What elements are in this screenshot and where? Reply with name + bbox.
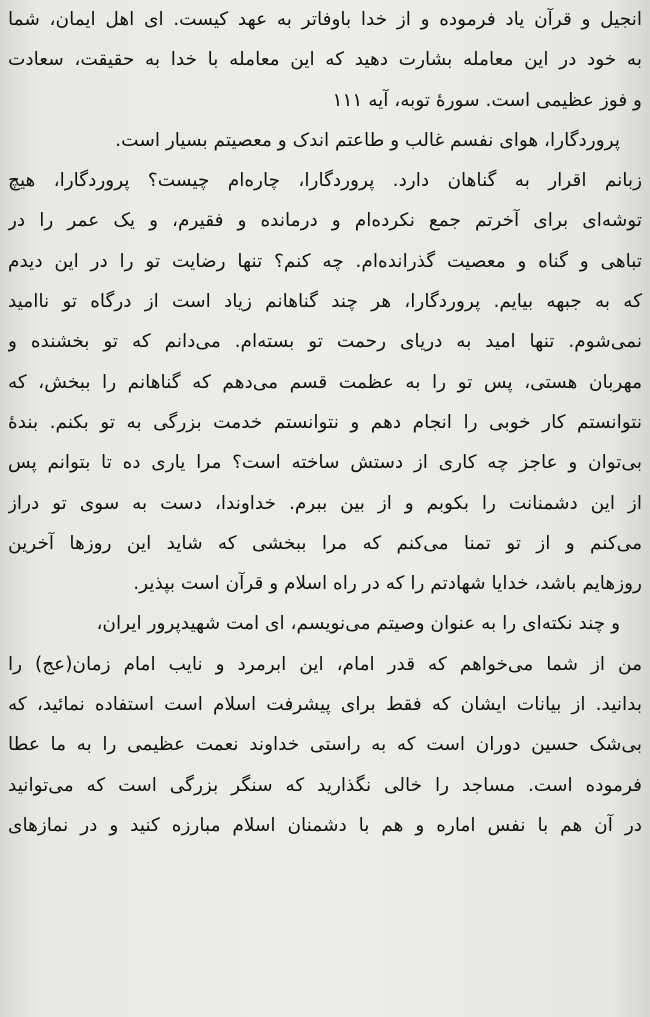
text-line: روزهایم باشد، خدایا شهادتم را که در راه اسلام و قرآن است بپذیر. bbox=[133, 573, 642, 595]
persian-text-block bbox=[8, 0, 642, 846]
text-line: زبانم اقرار به گناهان دارد. پروردگارا، چاره‌ام چیست؟ پروردگارا، هیچ bbox=[8, 170, 642, 192]
text-line: نمی‌شوم. تنها امید به دریای رحمت تو بسته‌ام. می‌دانم که تو بخشنده و bbox=[8, 331, 642, 353]
text-line: می‌کنم و از تو تمنا می‌کنم که مرا ببخشی که شاید این روزها آخرین bbox=[8, 532, 642, 554]
text-line: بدانید. از بیانات ایشان که فقط برای پیشرفت اسلام است استفاده نمائید، که bbox=[8, 694, 642, 716]
text-line: که به جبهه بیایم. پروردگارا، هر چند گناهانم زیاد است از درگاه تو ناامید bbox=[8, 291, 642, 313]
text-line: مهربان هستی، پس تو را به عظمت قسم می‌دهم که گناهانم را ببخش، که bbox=[8, 371, 642, 393]
text-line: و فوز عظیمی است. سورهٔ توبه، آیه ۱۱۱ bbox=[332, 89, 642, 111]
text-line: بی‌شک حسین دوران است که به راستی خداوند نعمت عظیمی را به ما عطا bbox=[8, 734, 642, 756]
text-line: بی‌توان و عاجز چه کاری از دستش ساخته است؟ مرا یاری ده تا بتوانم پس bbox=[8, 452, 642, 474]
text-line: به خود در این معامله بشارت دهید که این معامله با خدا به حقیقت، سعادت bbox=[8, 49, 642, 71]
text-line: توشه‌ای برای آخرتم جمع نکرده‌ام و درمانده و فقیرم، و یک عمر را در bbox=[8, 210, 642, 232]
paragraph-start-line: پروردگارا، هوای نفسم غالب و طاعتم اندک و معصیتم بسیار است. bbox=[115, 129, 620, 151]
text-line: از این دشمنانت را بکوبم و از بین ببرم. خداوندا، دست به سوی تو دراز bbox=[8, 492, 642, 514]
paragraph-start-line: و چند نکته‌ای را به عنوان وصیتم می‌نویسم، ای امت شهیدپرور ایران، bbox=[96, 613, 620, 635]
text-line: من از شما می‌خواهم که قدر امام، این ابرمرد و نایب امام زمان(عج) را bbox=[8, 653, 642, 675]
text-line: فرموده است. مساجد را خالی نگذارید که سنگر بزرگی است که می‌توانید bbox=[8, 774, 642, 796]
text-line: تباهی و گناه و معصیت گذرانده‌ام. چه کنم؟ تنها رضایت تو را در این دیدم bbox=[8, 250, 642, 272]
text-line: نتوانستم کار خوبی را انجام دهم و نتوانستم خدمت بزرگی به تو بکنم. بندهٔ bbox=[8, 411, 642, 433]
text-line: انجیل و قرآن یاد فرموده و از خدا باوفاتر به عهد کیست. ای اهل ایمان، شما bbox=[8, 9, 642, 30]
text-line: در آن هم با نفس اماره و هم با دشمنان اسلام مبارزه کنید و در نمازهای bbox=[8, 814, 642, 836]
